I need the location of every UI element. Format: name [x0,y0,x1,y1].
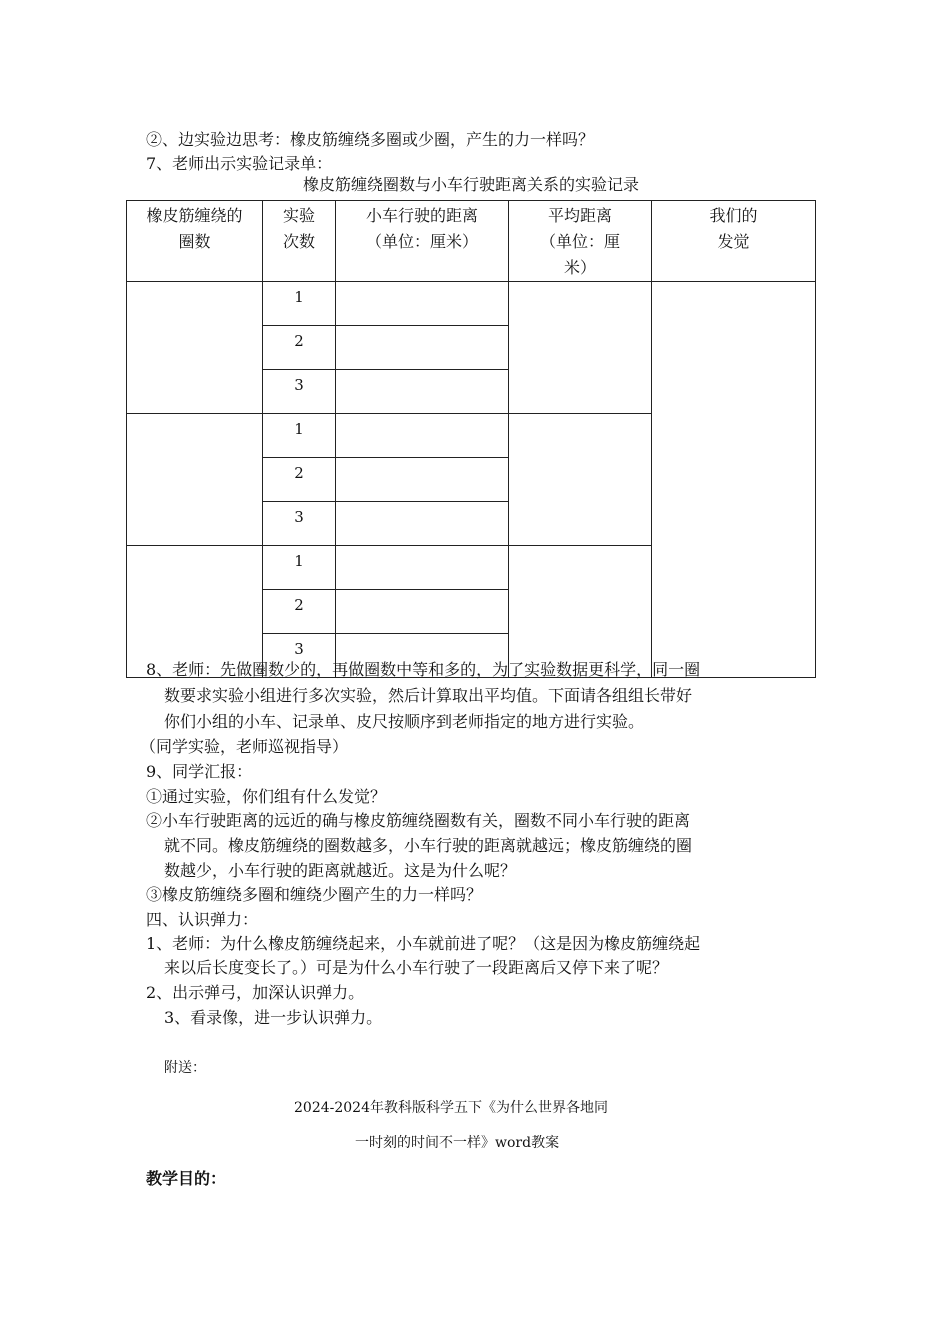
table-header-row [127,201,816,282]
text-line: 数要求实验小组进行多次实验，然后计算取出平均值。下面请各组组长带好 [164,686,693,705]
appendix-label: 附送： [164,1060,206,1076]
trial-number: 1 [263,414,336,458]
text-line: 1、老师：为什么橡皮筋缠绕起来，小车就前进了呢？（这是因为橡皮筋缠绕起 [146,934,701,953]
average-cell[interactable] [509,414,652,546]
distance-cell[interactable] [336,458,509,502]
appendix-title-line2: 一时刻的时间不一样》word教案 [355,1135,560,1151]
turns-cell[interactable] [127,546,263,678]
experiment-record-table [126,200,816,678]
trial-number: 2 [263,590,336,634]
distance-cell[interactable] [336,370,509,414]
distance-cell[interactable] [336,326,509,370]
text-line: ②、边实验边思考：橡皮筋缠绕多圈或少圈，产生的力一样吗？ [146,130,595,149]
text-line: 数越少，小车行驶的距离就越近。这是为什么呢？ [164,861,517,880]
text-line: 四、认识弹力： [146,910,259,929]
text-line: 7、老师出示实验记录单： [146,154,333,173]
header-trial-count: 实验 次数 [263,201,336,282]
distance-cell[interactable] [336,414,509,458]
distance-cell[interactable] [336,282,509,326]
text-line: 9、同学汇报： [146,762,253,781]
section-heading: 教学目的： [146,1169,227,1188]
text-line: ②小车行驶距离的远近的确与橡皮筋缠绕圈数有关，圈数不同小车行驶的距离 [146,811,691,830]
trial-number: 2 [263,326,336,370]
turns-cell[interactable] [127,282,263,414]
text-line: 就不同。橡皮筋缠绕的圈数越多，小车行驶的距离就越远；橡皮筋缠绕的圈 [164,836,693,855]
text-line: （同学实验，老师巡视指导） [140,737,349,756]
average-cell[interactable] [509,546,652,678]
text-line: 8、老师：先做圈数少的，再做圈数中等和多的，为了实验数据更科学，同一圈 [146,660,701,679]
header-findings: 我们的 发觉 [652,201,816,282]
turns-cell[interactable] [127,414,263,546]
distance-cell[interactable] [336,502,509,546]
trial-number: 3 [263,370,336,414]
text-line: ①通过实验，你们组有什么发觉？ [146,787,387,806]
text-line: 3、看录像，进一步认识弹力。 [164,1008,383,1027]
trial-number: 3 [263,634,336,678]
trial-number: 1 [263,282,336,326]
trial-number: 1 [263,546,336,590]
trial-number: 3 [263,502,336,546]
appendix-title-line1: 2024-2024年教科版科学五下《为什么世界各地同 [294,1100,608,1116]
text-line: ③橡皮筋缠绕多圈和缠绕少圈产生的力一样吗？ [146,885,483,904]
average-cell[interactable] [509,282,652,414]
header-average-distance: 平均距离 （单位：厘 米） [509,201,652,282]
text-line: 来以后长度变长了。）可是为什么小车行驶了一段距离后又停下来了呢？ [164,958,669,977]
table-row [127,282,816,326]
findings-cell[interactable] [652,282,816,678]
trial-number: 2 [263,458,336,502]
text-line: 2、出示弹弓，加深认识弹力。 [146,983,365,1002]
text-line: 你们小组的小车、记录单、皮尺按顺序到老师指定的地方进行实验。 [164,712,645,731]
distance-cell[interactable] [336,546,509,590]
header-rubber-turns: 橡皮筋缠绕的 圈数 [127,201,263,282]
distance-cell[interactable] [336,590,509,634]
table-caption: 橡皮筋缠绕圈数与小车行驶距离关系的实验记录 [302,175,639,194]
header-distance: 小车行驶的距离 （单位：厘米） [336,201,509,282]
